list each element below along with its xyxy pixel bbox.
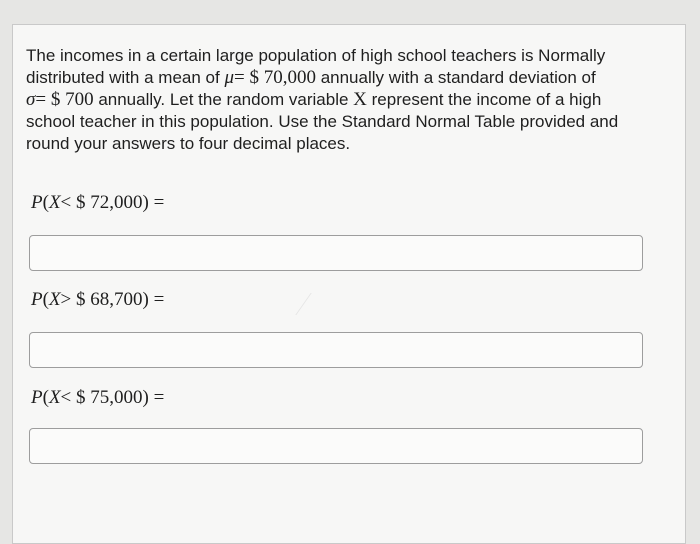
question-2-label	[31, 289, 164, 311]
problem-text: distributed with a mean of	[26, 68, 225, 87]
paren-close: ) =	[142, 289, 165, 310]
paren-close: ) =	[142, 192, 165, 213]
problem-statement	[26, 45, 666, 155]
mean-value: = $ 70,000	[234, 67, 316, 88]
question-condition: < $ 72,000	[60, 192, 143, 213]
paren-open: (	[42, 387, 49, 408]
paren-close: ) =	[142, 387, 165, 408]
problem-text: annually. Let the random variable	[93, 90, 354, 109]
random-variable-symbol: X	[353, 89, 367, 110]
answer-input-1[interactable]	[29, 235, 643, 271]
probability-symbol: P	[31, 289, 43, 310]
problem-line	[26, 111, 666, 133]
paren-open: (	[42, 289, 49, 310]
problem-line	[26, 67, 666, 89]
problem-line	[26, 45, 666, 67]
question-3-label	[31, 387, 164, 409]
problem-line	[26, 133, 666, 155]
random-variable-symbol: X	[48, 387, 61, 408]
problem-line	[26, 89, 666, 111]
problem-text: The incomes in a certain large population of high school teachers is Normally	[26, 46, 606, 65]
answer-input-3[interactable]	[29, 428, 643, 464]
answer-input-2[interactable]	[29, 332, 643, 368]
sigma-symbol: σ	[26, 89, 36, 110]
random-variable-symbol: X	[48, 192, 61, 213]
question-1-label	[31, 192, 164, 214]
problem-text: school teacher in this population. Use the Standard Normal Table provided and	[26, 112, 619, 131]
problem-text: annually with a standard deviation of	[315, 68, 596, 87]
mu-symbol: μ	[224, 67, 234, 88]
problem-text: round your answers to four decimal places.	[26, 134, 351, 153]
question-condition: < $ 75,000	[60, 387, 143, 408]
paren-open: (	[42, 192, 49, 213]
probability-symbol: P	[31, 192, 43, 213]
problem-text: represent the income of a high	[366, 90, 602, 109]
probability-symbol: P	[31, 387, 43, 408]
sd-value: = $ 700	[35, 89, 94, 110]
sd-expression	[26, 89, 94, 110]
question-card	[12, 24, 686, 544]
screen-glare	[295, 293, 341, 315]
question-condition: > $ 68,700	[60, 289, 143, 310]
random-variable-symbol: X	[48, 289, 61, 310]
mean-expression	[224, 67, 316, 88]
